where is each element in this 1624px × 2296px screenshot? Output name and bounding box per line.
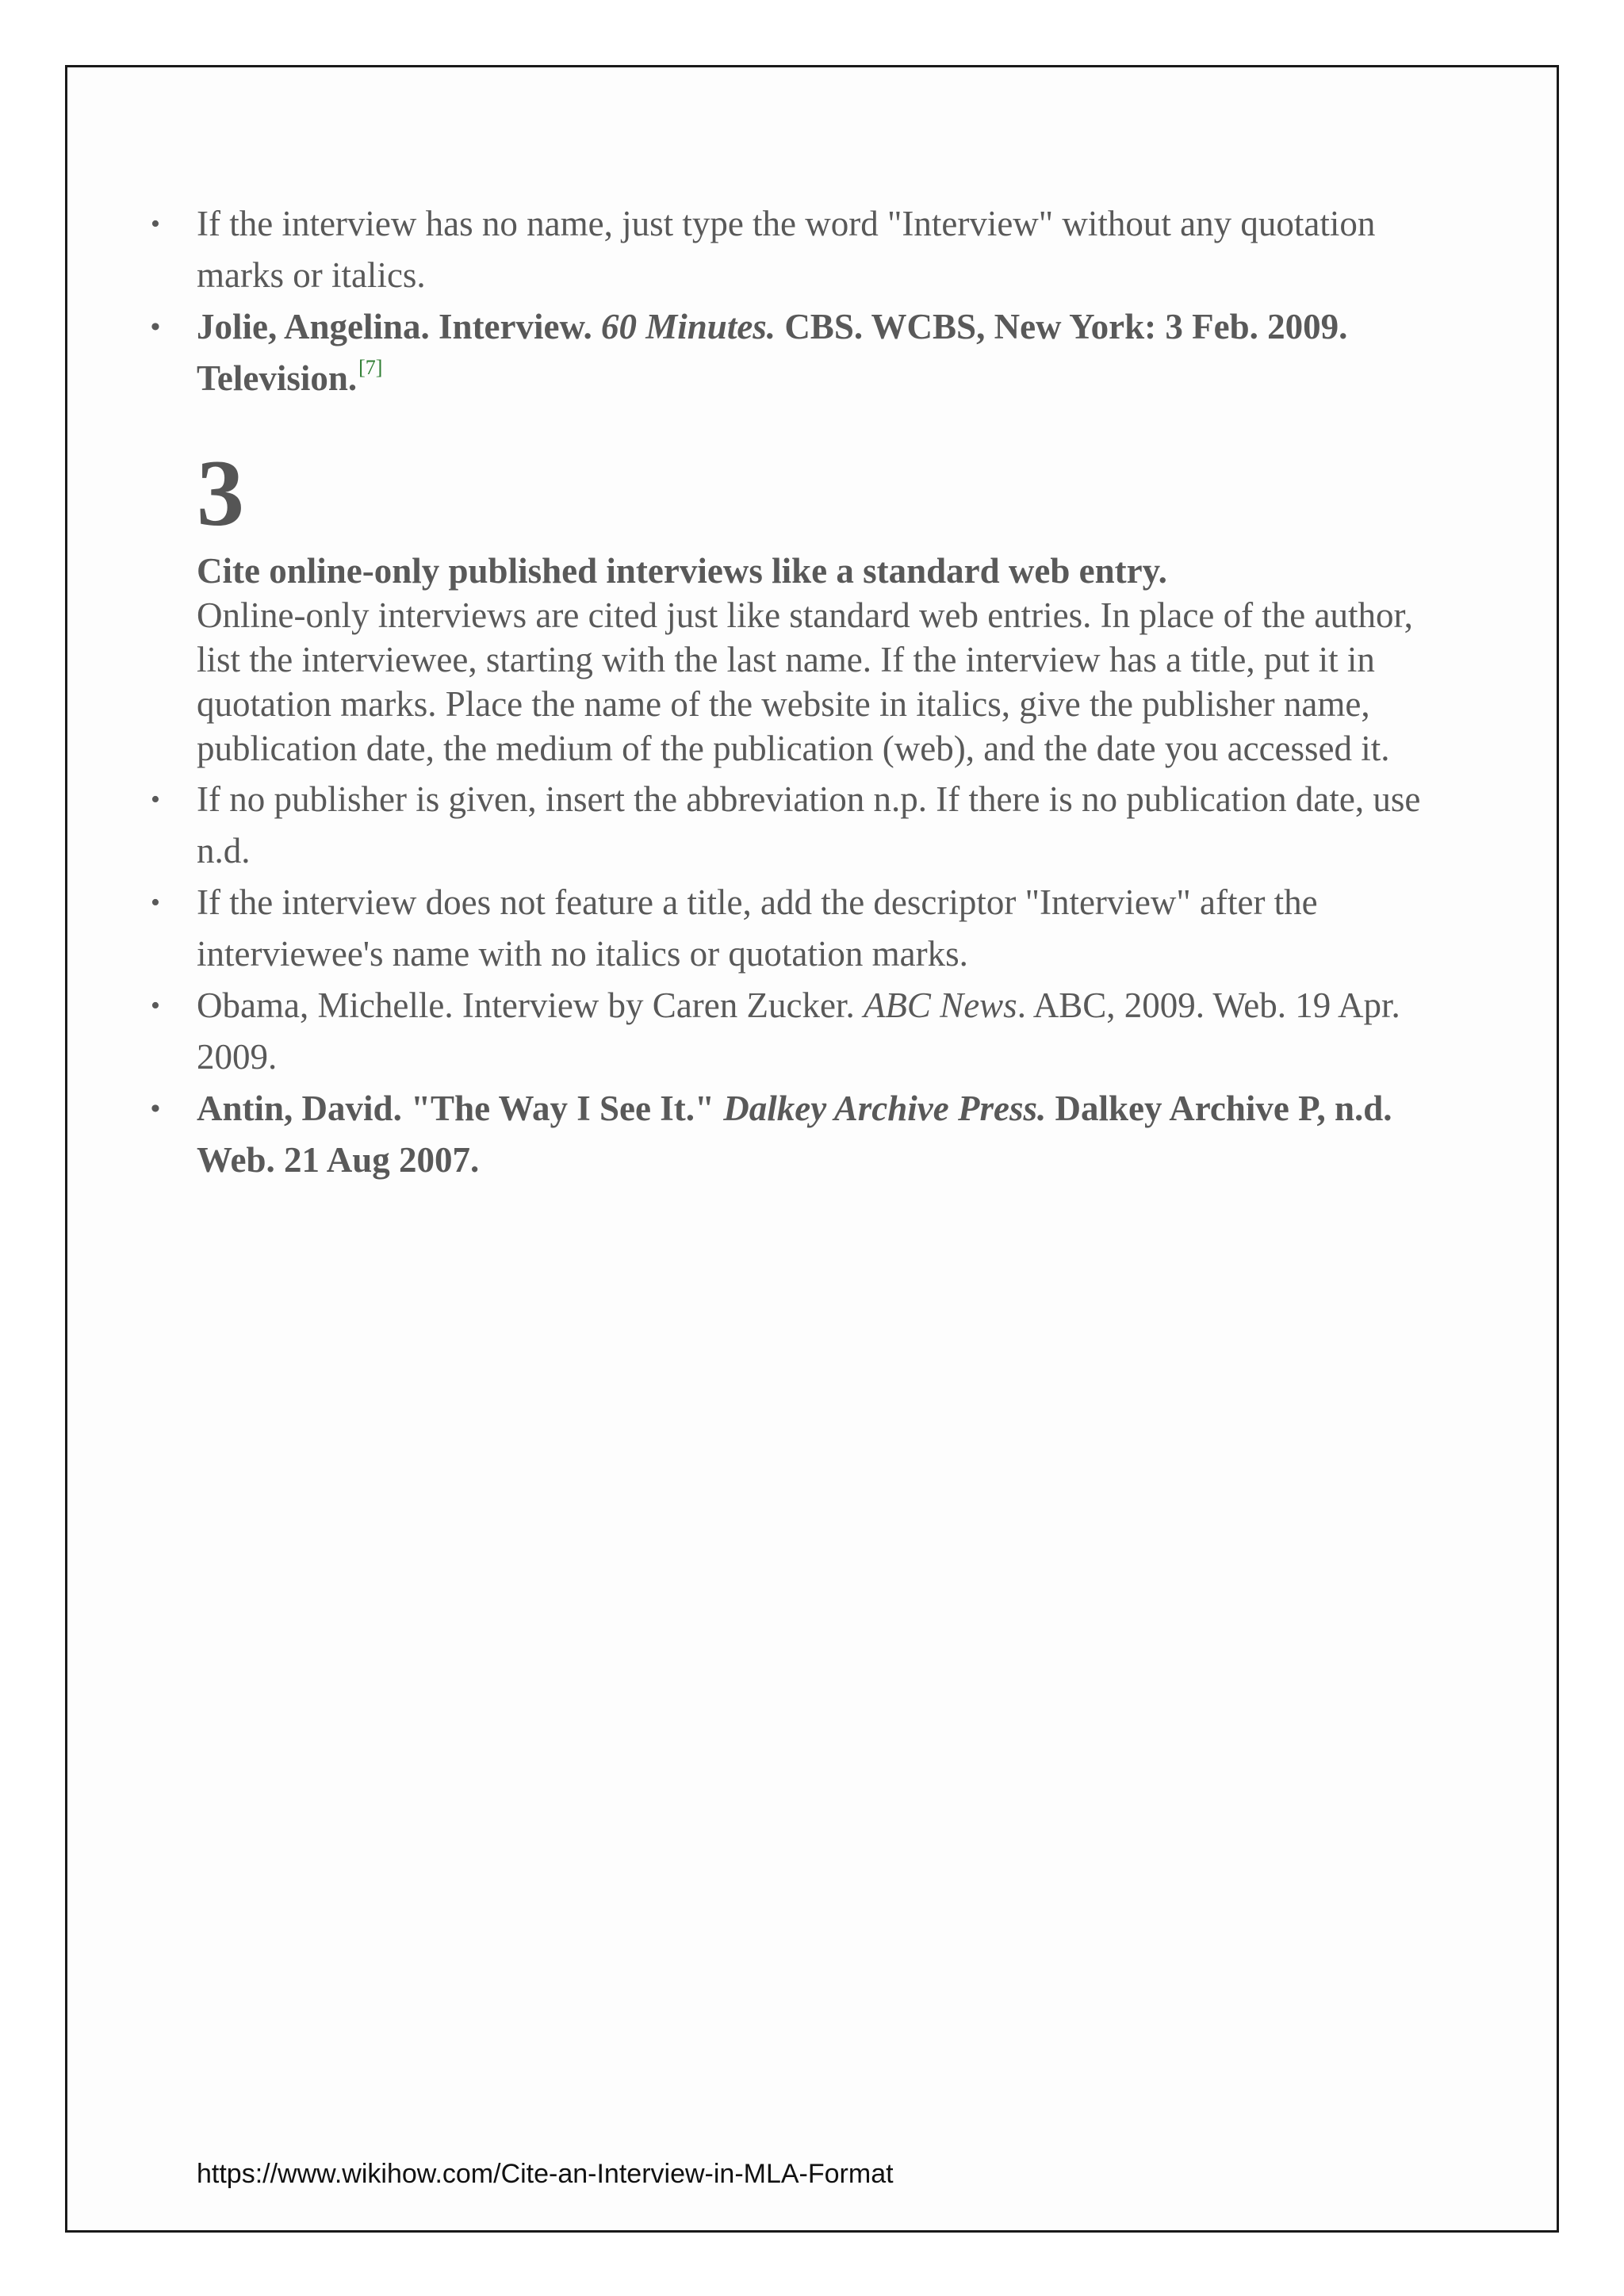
citation-text: Jolie, Angelina. Interview. xyxy=(197,307,601,346)
list-item-text: If the interview has no name, just type the word "Interview" without any quotation marks or italics. xyxy=(197,204,1376,295)
example-citation-antin xyxy=(151,1083,1434,1186)
citation-source-title: ABC News xyxy=(863,985,1017,1025)
document-content xyxy=(151,198,1434,1186)
citation-text: CBS. WCBS, New York: 3 Feb. 2009. Television. xyxy=(197,307,1348,398)
citation-text: Dalkey Archive P, n.d. Web. 21 Aug 2007. xyxy=(197,1089,1392,1180)
bullet-icon: • xyxy=(151,785,160,814)
list-item xyxy=(151,877,1434,980)
bullet-icon: • xyxy=(151,209,160,239)
step-number: 3 xyxy=(197,440,244,545)
list-item xyxy=(151,774,1434,877)
citation-text: Antin, David. "The Way I See It." xyxy=(197,1089,724,1128)
example-citation-jolie xyxy=(151,301,1434,404)
citation-source-title: 60 Minutes. xyxy=(601,307,776,346)
footnote-reference-link[interactable]: [7] xyxy=(358,356,383,379)
citation-source-title: Dalkey Archive Press. xyxy=(723,1089,1047,1128)
step-section xyxy=(197,438,1434,771)
bullet-icon: • xyxy=(151,312,160,342)
list-item xyxy=(151,198,1434,301)
bullet-icon: • xyxy=(151,888,160,917)
list-item-text: If the interview does not feature a title, add the descriptor "Interview" after the interviewee's name with no italics or quotation marks. xyxy=(197,882,1318,974)
bullet-icon: • xyxy=(151,1094,160,1123)
citation-text: . ABC, 2009. Web. 19 Apr. 2009. xyxy=(197,985,1400,1077)
step-body: Online-only interviews are cited just like standard web entries. In place of the author, list the interviewee, starting with the last name. If the interview has a title, put it in quotation marks. Place the name of the website in italics, give the publisher name, publication date, the medium of the publication (web), and the date you accessed it. xyxy=(197,595,1413,768)
footer-source-url[interactable]: https://www.wikihow.com/Cite-an-Interview-in-MLA-Format xyxy=(197,2159,894,2189)
bullet-list-top xyxy=(151,198,1434,404)
citation-text: Obama, Michelle. Interview by Caren Zucker. xyxy=(197,985,864,1025)
step-heading: Cite online-only published interviews like a standard web entry. xyxy=(197,551,1167,591)
example-citation-obama xyxy=(151,980,1434,1083)
bullet-list-bottom xyxy=(151,774,1434,1186)
list-item-text: If no publisher is given, insert the abbreviation n.p. If there is no publication date, use n.d. xyxy=(197,779,1421,871)
bullet-icon: • xyxy=(151,991,160,1020)
